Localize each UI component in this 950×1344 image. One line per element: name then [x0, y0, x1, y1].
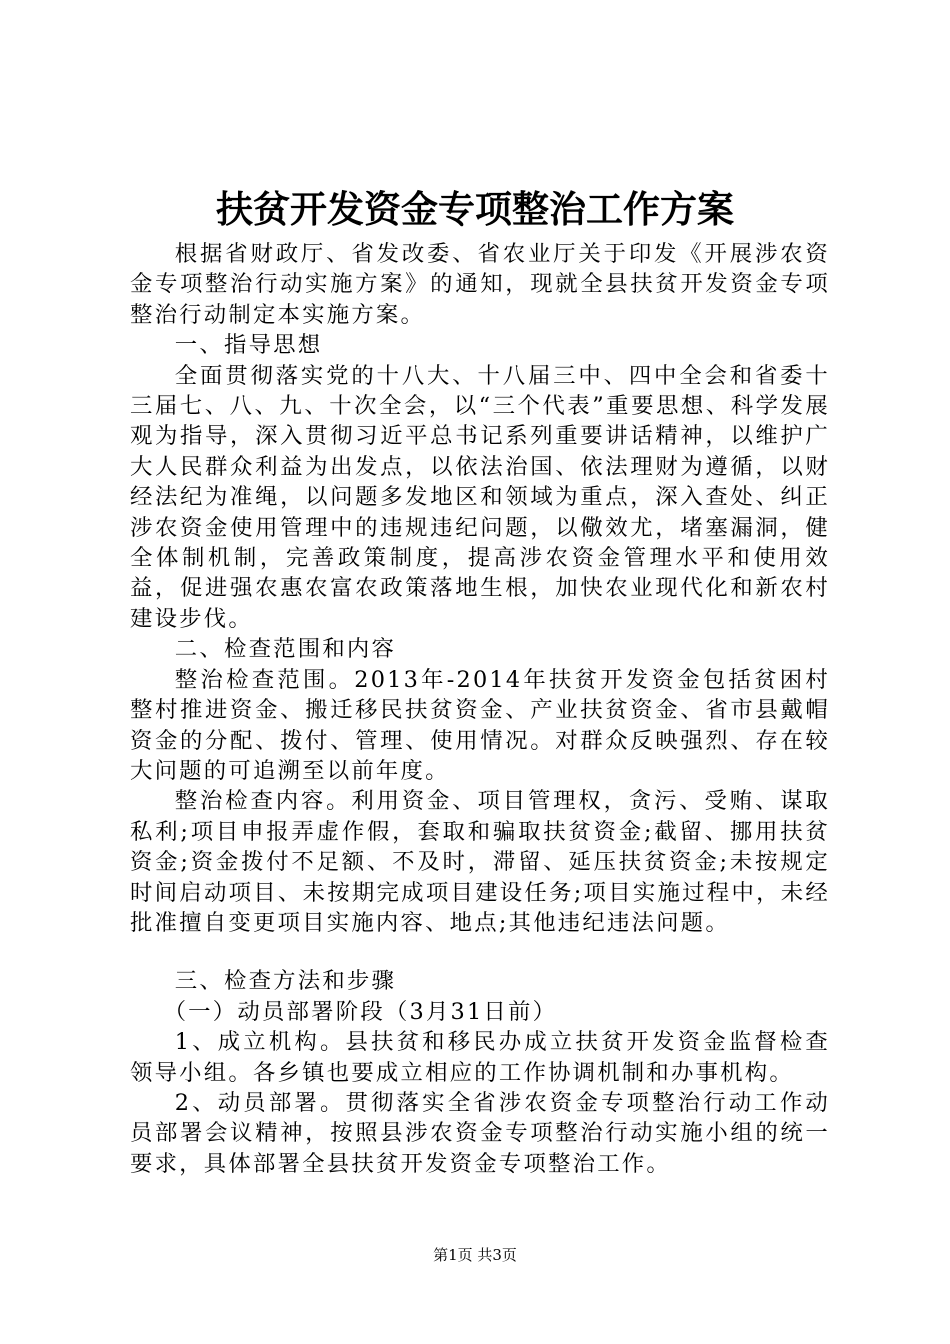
- section-heading-scope-content: 二、检查范围和内容: [174, 636, 397, 663]
- document-title: 扶贫开发资金专项整治工作方案: [216, 187, 734, 231]
- inspection-scope-paragraph: 整治检查范围。2013年-2014年扶贫开发资金包括贫困村整村推进资金、搬迁移民扶贫资金、产业扶贫资金、省市县戴帽资金的分配、拨付、管理、使用情况。对群众反映强烈、存在较大问题的可追溯至以前年度。: [130, 666, 830, 784]
- paragraph-gap: [130, 938, 830, 966]
- step-item-mobilize-deploy: 2、动员部署。贯彻落实全省涉农资金专项整治行动工作动员部署会议精神，按照县涉农资金专项整治行动实施小组的统一要求，具体部署全县扶贫开发资金专项整治工作。: [130, 1089, 830, 1177]
- intro-paragraph: 根据省财政厅、省发改委、省农业厅关于印发《开展涉农资金专项整治行动实施方案》的通知，现就全县扶贫开发资金专项整治行动制定本实施方案。: [130, 241, 830, 328]
- step-item-establish-agency: 1、成立机构。县扶贫和移民办成立扶贫开发资金监督检查领导小组。各乡镇也要成立相应的工作协调机制和办事机构。: [130, 1029, 830, 1086]
- inspection-content-paragraph: 整治检查内容。利用资金、项目管理权，贪污、受贿、谋取私利;项目申报弄虚作假，套取和骗取扶贫资金;截留、挪用扶贫资金;资金拨付不足额、不及时，滞留、延压扶贫资金;未按规定时间启动项目、未按期完成项目建设任务;项目实施过程中，未经批准擅自变更项目实施内容、地点;其他违纪违法问题。: [130, 788, 830, 936]
- document-body: [130, 239, 830, 1179]
- section-heading-methods-steps: 三、检查方法和步骤: [174, 968, 397, 995]
- section-heading-guiding-ideology: 一、指导思想: [174, 332, 323, 359]
- stage-heading-mobilization: （一）动员部署阶段（3月31日前）: [163, 998, 558, 1025]
- page-footer: 第1页 共3页: [433, 1246, 517, 1264]
- guiding-ideology-paragraph: 全面贯彻落实党的十八大、十八届三中、四中全会和省委十三届七、八、九、十次全会，以“三个代表”重要思想、科学发展观为指导，深入贯彻习近平总书记系列重要讲话精神，以维护广大人民群众利益为出发点，以依法治国、依法理财为遵循，以财经法纪为准绳，以问题多发地区和领域为重点，深入查处、纠正涉农资金使用管理中的违规违纪问题，以儆效尤，堵塞漏洞，健全体制机制，完善政策制度，提高涉农资金管理水平和使用效益，促进强农惠农富农政策落地生根，加快农业现代化和新农村建设步伐。: [130, 362, 830, 632]
